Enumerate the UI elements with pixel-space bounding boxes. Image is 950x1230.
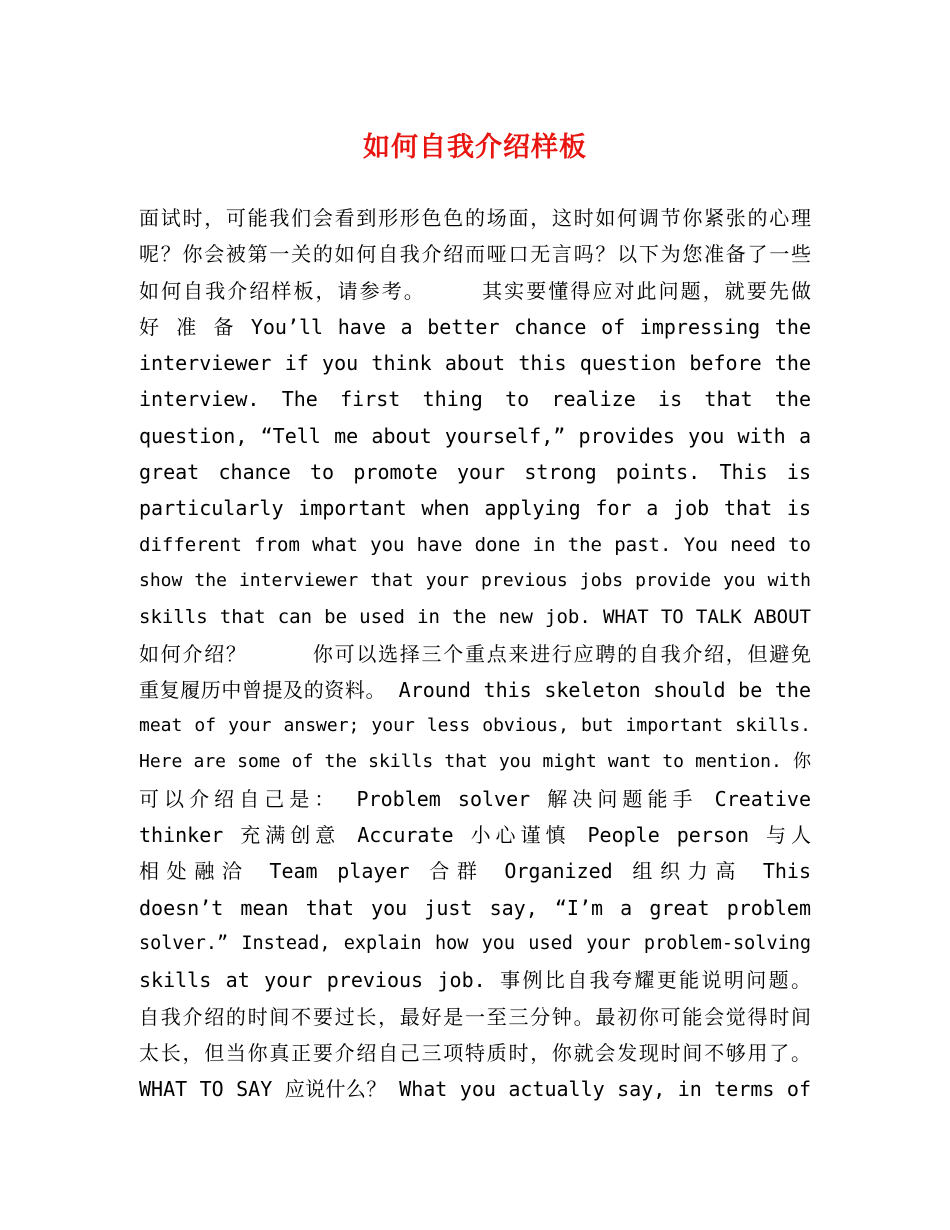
- body-line: different from what you have done in the past. You need to: [139, 533, 811, 556]
- body-line: interviewer if you think about this question before the: [139, 351, 811, 376]
- body-line: 好 准 备 You’ll have a better chance of impressing the: [139, 314, 811, 339]
- document-title: 如何自我介绍样板: [363, 132, 587, 163]
- body-line: 面试时，可能我们会看到形形色色的场面，这时如何调节你紧张的心理: [139, 206, 811, 230]
- body-line: thinker 充满创意 Accurate 小心谨慎 People person 与人: [139, 823, 811, 848]
- body-line: skills at your previous job. 事例比自我夸耀更能说明问题。: [139, 968, 811, 993]
- body-line: 重复履历中曾提及的资料。 Around this skeleton should be the: [139, 677, 811, 702]
- body-line: show the interviewer that your previous jobs provide you with: [139, 569, 811, 591]
- body-line: solver.” Instead, explain how you used your problem-solving: [139, 932, 811, 954]
- body-line: 如何介绍？ 你可以选择三个重点来进行应聘的自我介绍，但避免: [139, 641, 811, 666]
- body-line: 相处融洽 Team player 合群 Organized 组织力高 This: [139, 859, 811, 884]
- body-line: meat of your answer; your less obvious, but important skills.: [139, 715, 811, 737]
- body-line: 自我介绍的时间不要过长，最好是一至三分钟。最初你可能会觉得时间: [139, 1004, 811, 1029]
- body-line: 可以介绍自己是： Problem solver 解决问题能手 Creative: [139, 786, 811, 811]
- document-body: [139, 200, 811, 1107]
- body-line: skills that can be used in the new job. WHAT TO TALK ABOUT: [139, 606, 811, 629]
- body-line: 太长，但当你真正要介绍自己三项特质时，你就会发现时间不够用了。: [139, 1040, 811, 1065]
- body-line: question, “Tell me about yourself,” provides you with a: [139, 423, 811, 448]
- body-line: great chance to promote your strong points. This is: [139, 460, 811, 485]
- body-line: particularly important when applying for a job that is: [139, 496, 811, 521]
- body-line: 呢？你会被第一关的如何自我介绍而哑口无言吗？以下为您准备了一些: [139, 242, 811, 267]
- body-line: doesn’t mean that you just say, “I’m a great problem: [139, 895, 811, 920]
- body-line: WHAT TO SAY 应说什么？ What you actually say, in terms of: [139, 1077, 811, 1102]
- body-line: interview. The first thing to realize is that the: [139, 387, 811, 412]
- body-line: Here are some of the skills that you might want to mention. 你: [139, 751, 811, 773]
- body-line: 如何自我介绍样板，请参考。 其实要懂得应对此问题，就要先做: [139, 278, 811, 303]
